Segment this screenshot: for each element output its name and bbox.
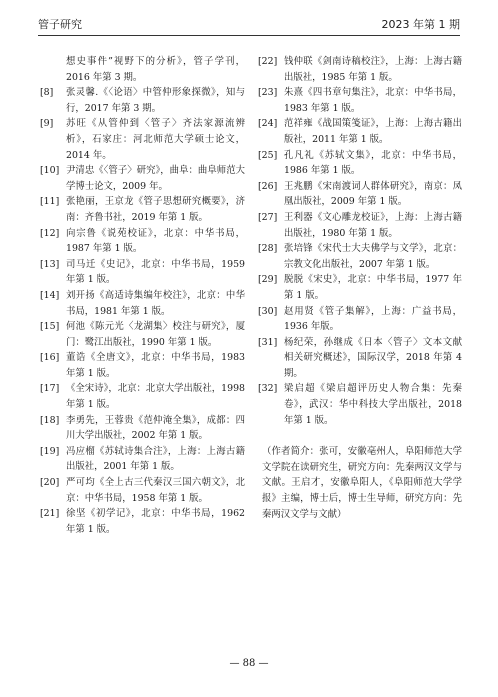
reference-text: 梁启超《梁启超评历史人物合集：先秦卷》，武汉：华中科技大学出版社，2018 年第 1 版。 — [284, 383, 462, 426]
reference-list-left — [40, 85, 245, 537]
reference-text: 范祥雍《战国策笺证》，上海：上海古籍出版社，2011 年第 1 版。 — [284, 118, 462, 145]
reference-number: [29] — [258, 274, 278, 286]
reference-number: [31] — [258, 336, 278, 348]
reference-number: [21] — [40, 508, 60, 520]
reference-text: 董诰《全唐文》，北京：中华书局，1983 年第 1 版。 — [66, 352, 245, 379]
issue-label: 2023 年第 1 期 — [381, 18, 460, 31]
reference-item — [258, 116, 462, 147]
reference-text: 张培锋《宋代士大夫佛学与文学》，北京：宗教文化出版社，2007 年第 1 版。 — [284, 243, 462, 270]
page-number: — 88 — — [229, 658, 269, 669]
reference-number: [32] — [258, 383, 278, 395]
reference-number: [13] — [40, 258, 60, 270]
reference-item — [40, 226, 245, 257]
reference-text: 苏旺《从管仲到〈管子〉齐法家源流辨析》，石家庄：河北师范大学硕士论文，2014 年。 — [66, 118, 245, 161]
reference-item — [258, 54, 462, 85]
reference-item — [40, 194, 245, 225]
reference-text: 钱仲联《剑南诗稿校注》，上海：上海古籍出版社，1985 年第 1 版。 — [284, 56, 462, 83]
reference-text: 徐坚《初学记》，北京：中华书局，1962 年第 1 版。 — [66, 508, 245, 535]
reference-text: 《全宋诗》，北京：北京大学出版社，1998 年第 1 版。 — [66, 383, 245, 411]
reference-item — [40, 257, 245, 288]
reference-item — [40, 288, 245, 319]
reference-item — [258, 148, 462, 179]
reference-text: 杨纪荣，孙继成《日本〈管子〉文本文献相关研究概述》，国际汉学，2018 年第 4 期。 — [284, 336, 462, 379]
reference-text: 李勇先，王蓉贵《范仲淹全集》，成都：四川大学出版社，2002 年第 1 版。 — [66, 414, 245, 442]
reference-item — [40, 350, 245, 381]
reference-number: [14] — [40, 289, 60, 301]
left-column — [40, 54, 245, 537]
reference-number: [9] — [40, 118, 54, 130]
reference-text: 王利器《文心雕龙校证》，上海：上海古籍出版社，1980 年第 1 版。 — [284, 211, 462, 239]
reference-item — [40, 413, 245, 444]
reference-number: [28] — [258, 243, 278, 255]
reference-number: [20] — [40, 477, 60, 489]
reference-text: 尹清忠《〈管子〉研究》，曲阜：曲阜师范大学博士论文，2009 年。 — [66, 165, 245, 192]
reference-text: 司马迁《史记》，北京：中华书局，1959 年第 1 版。 — [66, 258, 245, 286]
reference-text: 张艳丽，王京龙《管子思想研究概要》，济南：齐鲁书社，2019 年第 1 版。 — [66, 196, 245, 223]
reference-item — [40, 475, 245, 506]
reference-item — [40, 506, 245, 537]
reference-number: [26] — [258, 180, 278, 192]
reference-text: 张灵馨.《〈论语〉中管仲形象探微》，知与行，2017 年第 3 期。 — [66, 87, 245, 114]
reference-number: [19] — [40, 445, 60, 457]
reference-text: 脱脱《宋史》，北京：中华书局，1977 年第 1 版。 — [284, 274, 462, 301]
reference-item — [258, 210, 462, 241]
reference-text: 赵用贤《管子集解》，上海：广益书局，1936 年版。 — [284, 305, 462, 333]
reference-item — [40, 381, 245, 412]
reference-text: 严可均《全上古三代秦汉三国六朝文》，北京：中华书局，1958 年第 1 版。 — [66, 477, 245, 504]
reference-text: 冯应榴《苏轼诗集合注》，上海：上海古籍出版社，2001 年第 1 版。 — [66, 445, 245, 473]
reference-item — [258, 335, 462, 382]
reference-text: 刘开扬《高适诗集编年校注》，北京：中华书局，1981 年第 1 版。 — [66, 289, 245, 317]
reference-list-right — [258, 54, 462, 428]
reference-text: 何池《陈元光〈龙湖集〉校注与研究》，厦门：鹭江出版社，1990 年第 1 版。 — [66, 321, 245, 348]
reference-item — [40, 319, 245, 350]
reference-item — [40, 85, 245, 116]
running-header — [38, 14, 460, 36]
author-bio: （作者简介：张可，安徽亳州人，阜阳师范大学文学院在读研究生，研究方向：先秦两汉文学与文献。王启才，安徽阜阳人，《阜阳师范大学学报》主编，博士后，博士生导师，研究方向：先秦两汉文学与文献） — [262, 446, 462, 520]
reference-continuation: 想史事件”视野下的分析》，管子学刊，2016 年第 3 期。 — [66, 56, 245, 83]
reference-item — [40, 163, 245, 194]
reference-number: [30] — [258, 305, 278, 317]
reference-item — [258, 241, 462, 272]
reference-item — [258, 272, 462, 303]
reference-number: [8] — [40, 87, 54, 99]
reference-item — [40, 116, 245, 163]
reference-number: [17] — [40, 383, 60, 395]
reference-number: [24] — [258, 118, 278, 130]
reference-item — [258, 85, 462, 116]
reference-number: [18] — [40, 414, 60, 426]
journal-name: 管子研究 — [38, 18, 82, 31]
reference-item — [258, 381, 462, 428]
reference-number: [10] — [40, 165, 60, 177]
reference-number: [25] — [258, 149, 278, 161]
reference-text: 向宗鲁《说苑校证》，北京：中华书局，1987 年第 1 版。 — [66, 227, 245, 255]
reference-item — [258, 304, 462, 335]
right-column — [258, 54, 462, 522]
reference-number: [27] — [258, 211, 278, 223]
reference-text: 王兆鹏《宋南渡词人群体研究》，南京：凤凰出版社，2009 年第 1 版。 — [284, 180, 462, 208]
reference-number: [11] — [40, 196, 60, 208]
reference-number: [12] — [40, 227, 60, 239]
reference-number: [23] — [258, 87, 278, 99]
reference-text: 孔凡礼《苏轼文集》，北京：中华书局，1986 年第 1 版。 — [284, 149, 462, 177]
reference-text: 朱熹《四书章句集注》，北京：中华书局，1983 年第 1 版。 — [284, 87, 462, 114]
reference-number: [22] — [258, 56, 278, 67]
reference-number: [16] — [40, 352, 60, 364]
reference-item — [40, 444, 245, 475]
reference-number: [15] — [40, 321, 60, 333]
reference-item — [258, 179, 462, 210]
